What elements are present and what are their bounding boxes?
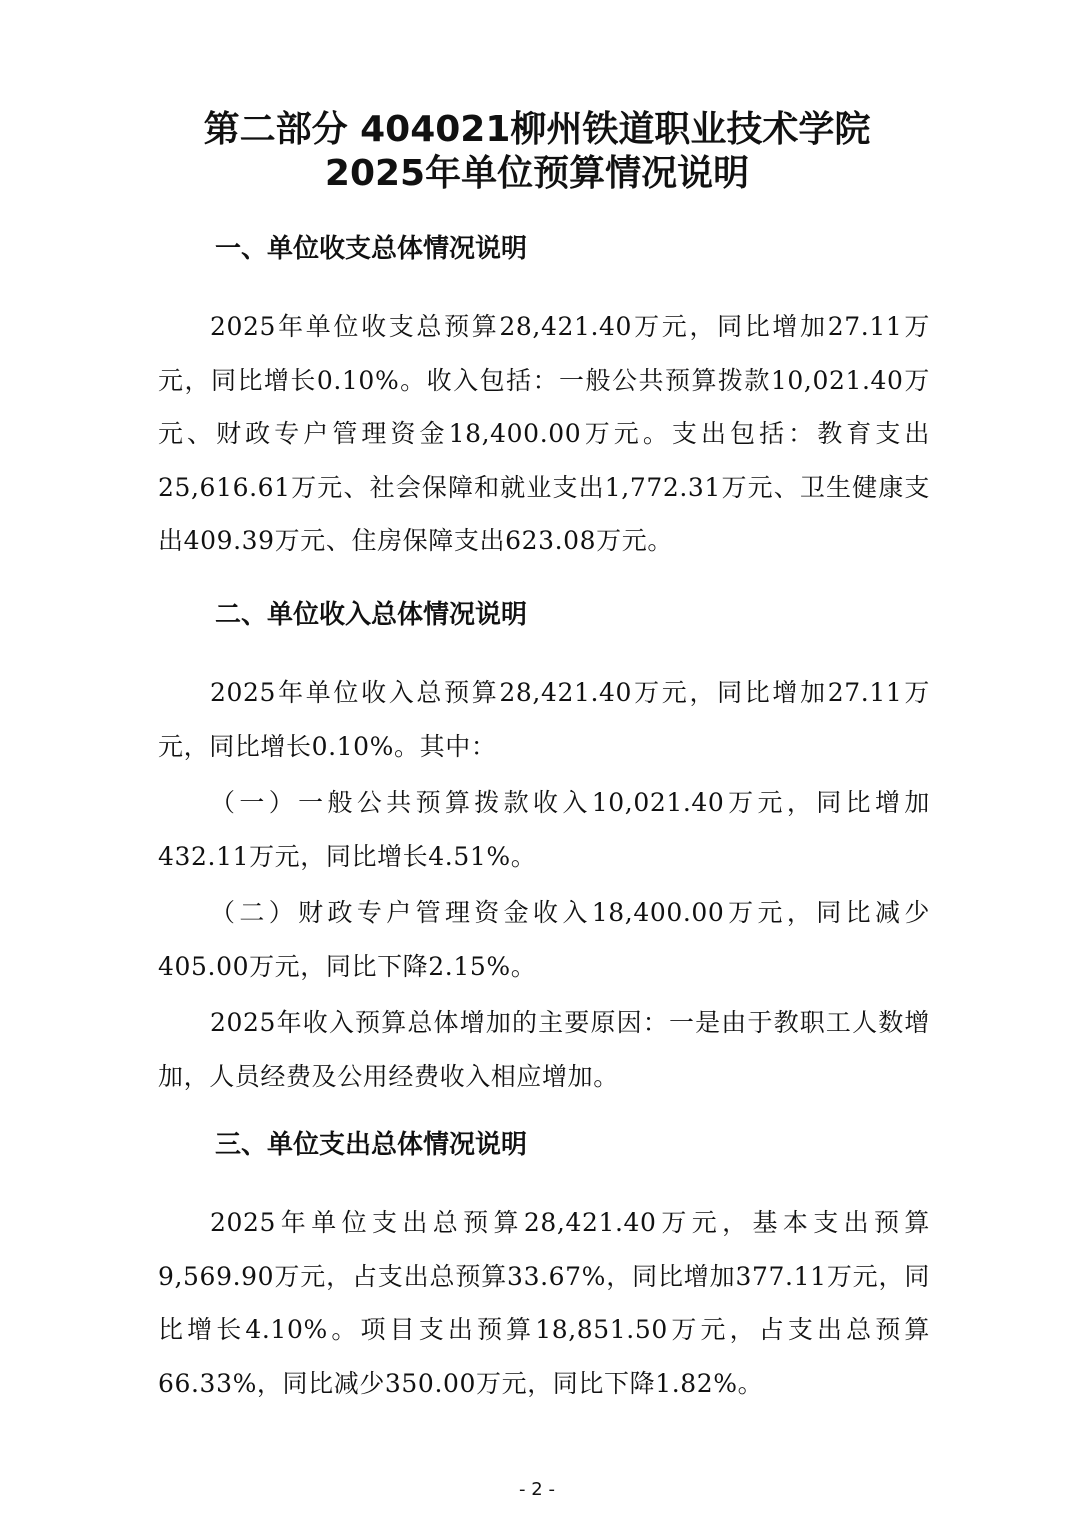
page-number: - 2 - xyxy=(519,1479,555,1500)
section-3-paragraph: 2025年单位支出总预算28,421.40万元，基本支出预算9,569.90万元，占支出总预算33.67%，同比增加377.11万元，同比增长4.10%。项目支出预算18,851.50万元，占支出总预算66.33%，同比减少350.00万元，同比下降1.82%。 xyxy=(158,1208,930,1398)
section-2-item-1: （一）一般公共预算拨款收入10,021.40万元，同比增加432.11万元，同比增长4.51%。 xyxy=(158,788,930,871)
document-title-line-1: 第二部分 404021柳州铁道职业技术学院 xyxy=(203,109,871,150)
section-2-item-2: （二）财政专户管理资金收入18,400.00万元，同比减少405.00万元，同比下降2.15%。 xyxy=(158,898,930,981)
section-2-intro: 2025年单位收入总预算28,421.40万元，同比增加27.11万元，同比增长0.10%。其中： xyxy=(158,678,930,761)
section-1-heading: 一、单位收支总体情况说明 xyxy=(215,234,528,264)
section-2-heading: 二、单位收入总体情况说明 xyxy=(215,600,528,630)
section-1-paragraph: 2025年单位收支总预算28,421.40万元，同比增加27.11万元，同比增长0.10%。收入包括：一般公共预算拨款10,021.40万元、财政专户管理资金18,400.00万元。支出包括：教育支出25,616.61万元、社会保障和就业支出1,772.31万元、卫生健康支出409.39万元、住房保障支出623.08万元。 xyxy=(158,312,930,555)
section-3-heading: 三、单位支出总体情况说明 xyxy=(215,1130,528,1160)
section-2-reason: 2025年收入预算总体增加的主要原因：一是由于教职工人数增加，人员经费及公用经费收入相应增加。 xyxy=(158,1008,930,1091)
document-title-line-2: 2025年单位预算情况说明 xyxy=(324,153,750,194)
